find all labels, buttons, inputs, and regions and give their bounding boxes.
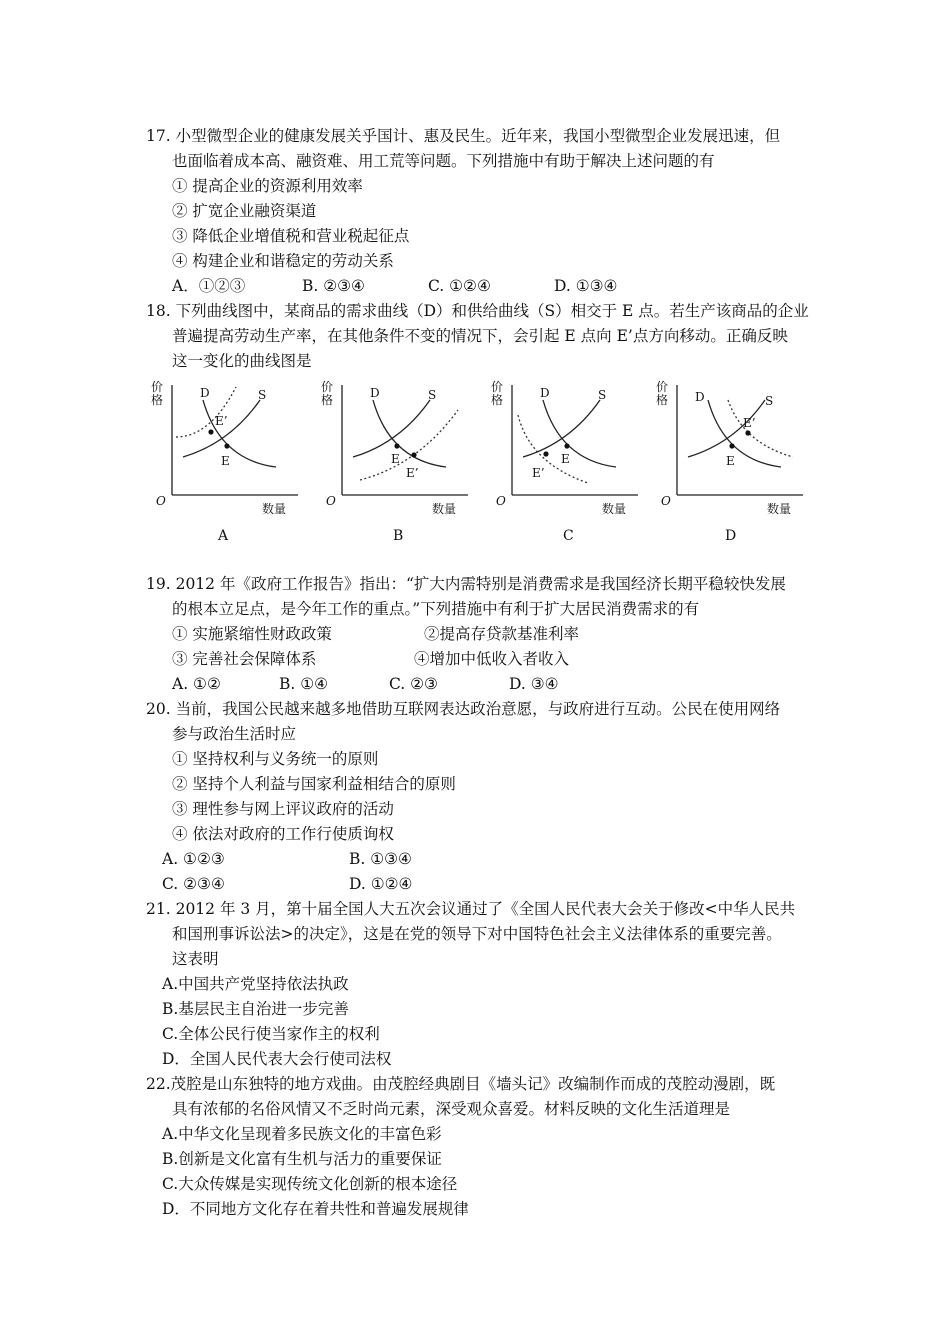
q19-stem-cont: 的根本立足点，是今年工作的重点。”下列措施中有利于扩大居民消费需求的有: [172, 600, 700, 618]
e-label: E: [726, 454, 735, 468]
q22-choice-a: A.中华文化呈现着多民族文化的丰富色彩: [162, 1125, 442, 1143]
q21-choice-b: B.基层民主自治进一步完善: [162, 1000, 349, 1018]
q21-choice-d: D．全国人民代表大会行使司法权: [162, 1050, 392, 1068]
q19-item-4: ④增加中低收入者收入: [414, 650, 570, 668]
origin-label: O: [661, 494, 671, 508]
e-prime-label: E’: [743, 416, 756, 430]
demand-curve: [373, 400, 446, 467]
q17-item-1: ① 提高企业的资源利用效率: [172, 177, 363, 195]
point-e: [729, 443, 734, 448]
x-axis-label: 数量: [262, 502, 287, 516]
q19-item-3: ③ 完善社会保障体系: [172, 650, 317, 668]
q20-choice-b: B. ①③④: [349, 850, 412, 868]
x-axis-label: 数量: [767, 502, 792, 516]
supply-demand-charts: [148, 375, 798, 555]
q21-choice-c: C.全体公民行使当家作主的权利: [162, 1025, 380, 1043]
demand-label: D: [540, 386, 550, 400]
chart-c-letter: C: [563, 528, 574, 544]
q18-stem-cont2: 这一变化的曲线图是: [172, 352, 312, 370]
supply-label: S: [598, 388, 607, 402]
q19-stem: 19. 2012 年《政府工作报告》指出：“扩大内需特别是消费需求是我国经济长期平稳较快发展: [146, 575, 786, 593]
demand-curve: [203, 400, 276, 467]
point-e-prime: [543, 451, 548, 456]
chart-d: [653, 375, 813, 550]
q20-choice-a: A. ①②③: [162, 850, 225, 868]
q18-stem: 18. 下列曲线图中，某商品的需求曲线（D）和供给曲线（S）相交于 E 点。若生产该商品的企业: [146, 302, 809, 320]
origin-label: O: [496, 494, 506, 508]
q20-choice-d: D. ①②④: [349, 875, 413, 893]
point-e-prime: [745, 430, 750, 435]
e-label: E: [221, 454, 230, 468]
q19-choice-d: D. ③④: [509, 675, 559, 693]
origin-label: O: [156, 494, 166, 508]
q19-item-1: ① 实施紧缩性财政政策: [172, 625, 332, 643]
q22-stem: 22.茂腔是山东独特的地方戏曲。由茂腔经典剧目《墙头记》改编制作而成的茂腔动漫剧，既: [146, 1075, 776, 1093]
shifted-curve: [728, 400, 793, 457]
demand-label: D: [695, 390, 705, 404]
e-prime-label: E’: [532, 466, 545, 480]
point-e-prime: [208, 429, 213, 434]
y-axis-label: 价格: [321, 380, 334, 407]
q20-item-1: ① 坚持权利与义务统一的原则: [172, 750, 379, 768]
x-axis-label: 数量: [432, 502, 457, 516]
demand-label: D: [200, 386, 210, 400]
q19-choice-b: B. ①④: [279, 675, 329, 693]
chart-a-letter: A: [218, 528, 229, 544]
q20-stem: 20. 当前，我国公民越来越多地借助互联网表达政治意愿，与政府进行互动。公民在使用网络: [146, 700, 781, 718]
point-e: [224, 443, 229, 448]
y-axis-label: 价格: [656, 380, 669, 407]
y-axis-label: 价格: [491, 380, 504, 407]
q21-stem-cont: 和国刑事诉讼法>的决定》，这是在党的领导下对中国特色社会主义法律体系的重要完善。: [172, 925, 782, 943]
origin-label: O: [326, 494, 336, 508]
supply-label: S: [258, 388, 267, 402]
q21-choice-a: A.中国共产党坚持依法执政: [162, 975, 349, 993]
demand-curve: [708, 400, 781, 467]
q21-stem-cont2: 这表明: [172, 950, 219, 968]
q19-choice-a: A. ①②: [172, 675, 221, 693]
q19-choice-c: C. ②③: [389, 675, 438, 693]
q22-choice-c: C.大众传媒是实现传统文化创新的根本途径: [162, 1175, 458, 1193]
chart-a: [148, 375, 308, 550]
demand-label: D: [370, 386, 380, 400]
q20-item-4: ④ 依法对政府的工作行使质询权: [172, 825, 394, 843]
q19-item-2: ②提高存贷款基准利率: [424, 625, 580, 643]
demand-curve: [543, 400, 616, 467]
supply-curve: [353, 400, 430, 457]
q17-choice-b: B. ②③④: [302, 277, 365, 295]
supply-curve: [183, 400, 260, 457]
y-axis-label: 价格: [151, 380, 164, 407]
q17-stem-cont: 也面临着成本高、融资难、用工荒等问题。下列措施中有助于解决上述问题的有: [172, 152, 715, 170]
q17-choice-d: D. ①③④: [554, 277, 618, 295]
q17-item-3: ③ 降低企业增值税和营业税起征点: [172, 227, 410, 245]
q17-choice-c: C. ①②④: [428, 277, 491, 295]
q20-item-3: ③ 理性参与网上评议政府的活动: [172, 800, 394, 818]
q17-choice-a: A．①②③: [172, 277, 246, 295]
q20-choice-c: C. ②③④: [162, 875, 225, 893]
e-prime-label: E’: [215, 414, 228, 428]
supply-label: S: [765, 394, 774, 408]
e-label: E: [391, 452, 400, 466]
point-e-prime: [411, 452, 416, 457]
q22-stem-cont: 具有浓郁的名俗风情又不乏时尚元素，深受观众喜爱。材料反映的文化生活道理是: [172, 1100, 731, 1118]
chart-c: [488, 375, 648, 550]
x-axis-label: 数量: [602, 502, 627, 516]
q22-choice-d: D．不同地方文化存在着共性和普遍发展规律: [162, 1200, 469, 1218]
q20-item-2: ② 坚持个人利益与国家利益相结合的原则: [172, 775, 456, 793]
q21-stem: 21. 2012 年 3 月，第十届全国人大五次会议通过了《全国人民代表大会关于修改<中华人民共: [146, 900, 796, 918]
point-e: [564, 443, 569, 448]
q17-item-4: ④ 构建企业和谐稳定的劳动关系: [172, 252, 394, 270]
q17-stem: 17. 小型微型企业的健康发展关乎国计、惠及民生。近年来，我国小型微型企业发展迅速，但: [146, 127, 781, 145]
e-prime-label: E’: [406, 466, 419, 480]
chart-d-letter: D: [725, 528, 737, 544]
q22-choice-b: B.创新是文化富有生机与活力的重要保证: [162, 1150, 442, 1168]
q18-stem-cont: 普遍提高劳动生产率，在其他条件不变的情况下，会引起 E 点向 E’点方向移动。正确反映: [172, 327, 788, 345]
q20-stem-cont: 参与政治生活时应: [172, 725, 297, 743]
chart-b-letter: B: [393, 528, 404, 544]
supply-label: S: [428, 388, 437, 402]
e-label: E: [561, 452, 570, 466]
q17-item-2: ② 扩宽企业融资渠道: [172, 202, 317, 220]
point-e: [394, 443, 399, 448]
chart-b: [318, 375, 478, 550]
